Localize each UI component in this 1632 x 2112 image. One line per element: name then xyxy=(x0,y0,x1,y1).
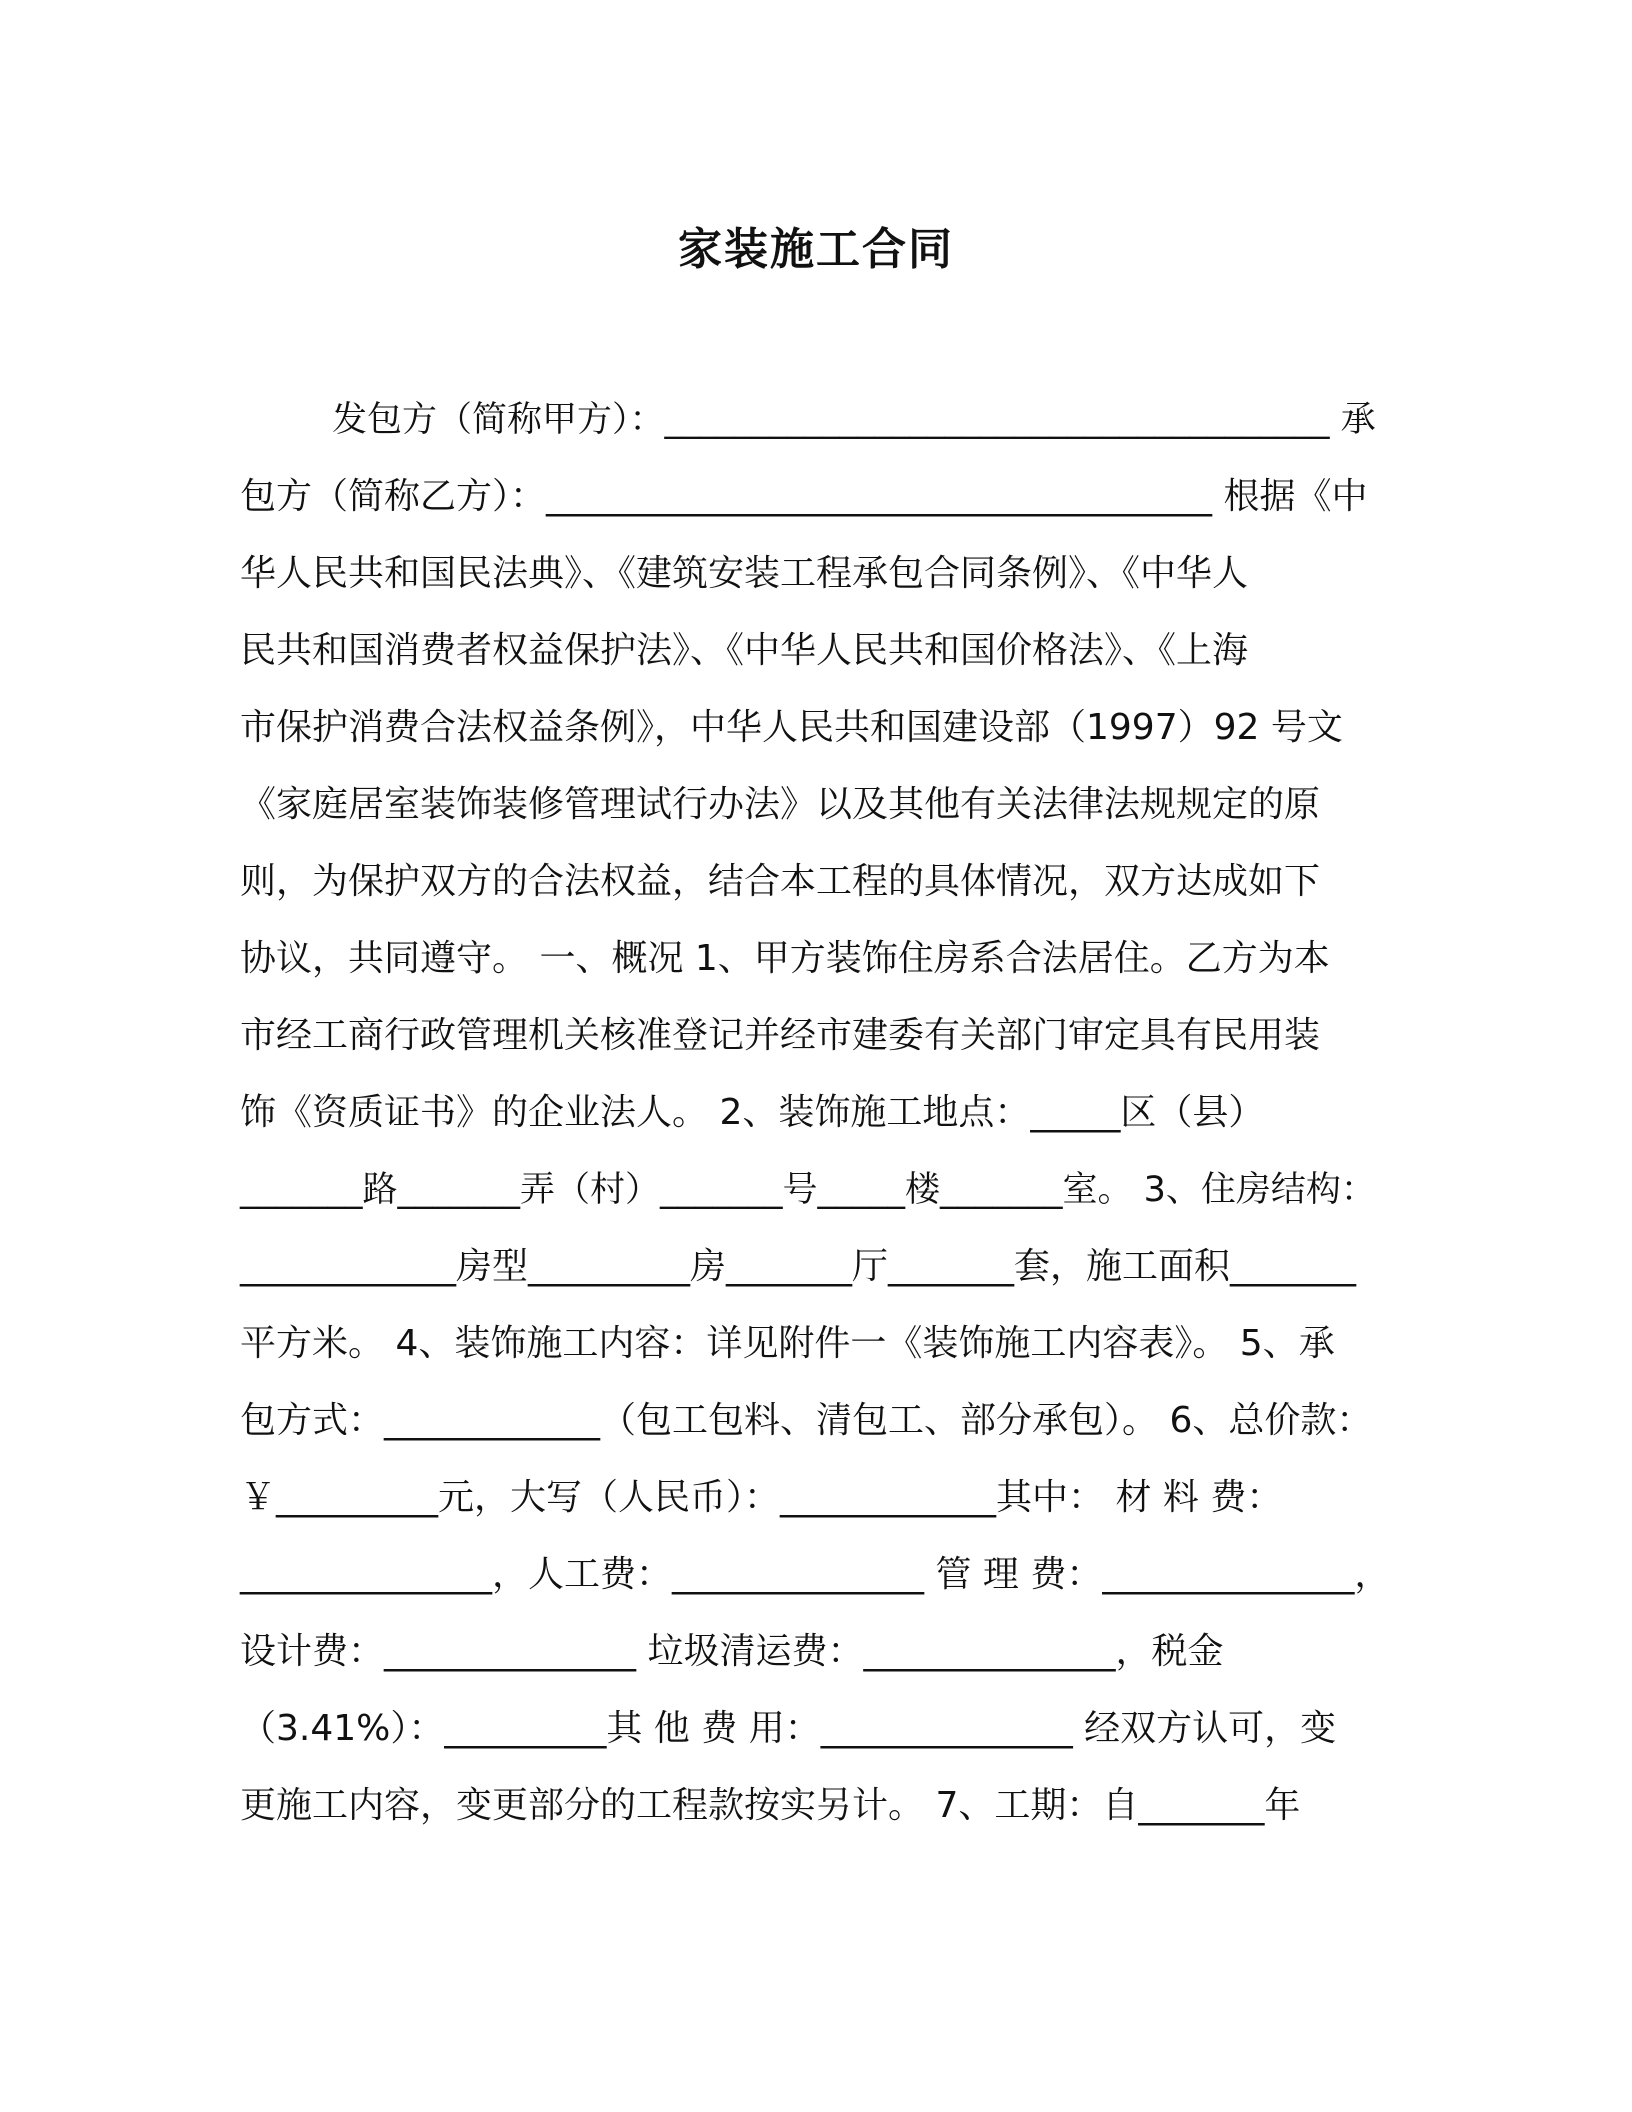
text-line: ______________，人工费：______________ 管 理 费：______________， xyxy=(240,1554,1391,1595)
text-line: 市保护消费合法权益条例》，中华人民共和国建设部（1997）92 号文 xyxy=(240,707,1343,748)
text-line: 饰《资质证书》的企业法人。 2、装饰施工地点：_____区（县） xyxy=(240,1092,1265,1133)
text-line: _______路_______弄（村）_______号_____楼_______室。 3、住房结构： xyxy=(240,1170,1376,1210)
text-line: ￥_________元，大写（人民币）：____________其中： 材 料 费： xyxy=(240,1477,1283,1518)
contract-body xyxy=(240,392,1400,1855)
text-line: 更施工内容，变更部分的工程款按实另计。 7、工期：自_______年 xyxy=(240,1785,1301,1826)
text-line: 平方米。 4、装饰施工内容：详见附件一《装饰施工内容表》。 5、承 xyxy=(240,1323,1335,1364)
text-line: 包方（简称乙方）：_____________________________________ 根据《中 xyxy=(240,476,1368,517)
text-line: 发包方（简称甲方）：______________________________________ 承 xyxy=(332,400,1376,440)
text-line: 市经工商行政管理机关核准登记并经市建委有关部门审定具有民用装 xyxy=(240,1015,1321,1056)
text-line: 《家庭居室装饰装修管理试行办法》以及其他有关法律法规规定的原 xyxy=(240,784,1321,825)
text-line: （3.41%）：_________其 他 费 用：______________ 经双方认可，变 xyxy=(240,1708,1337,1749)
text-line: 设计费：______________ 垃圾清运费：______________，税金 xyxy=(240,1631,1224,1672)
text-line: 则，为保护双方的合法权益，结合本工程的具体情况，双方达成如下 xyxy=(240,861,1321,902)
text-line: ____________房型_________房_______厅_______套，施工面积_______ xyxy=(240,1246,1357,1287)
text-line: 华人民共和国民法典》、《建筑安装工程承包合同条例》、《中华人 xyxy=(240,553,1249,594)
text-line: 包方式：____________（包工包料、清包工、部分承包）。 6、总价款： xyxy=(240,1400,1373,1441)
text-line: 民共和国消费者权益保护法》、《中华人民共和国价格法》、《上海 xyxy=(240,630,1249,671)
page-title: 家装施工合同 xyxy=(678,224,954,275)
text-line: 协议，共同遵守。 一、概况 1、甲方装饰住房系合法居住。乙方为本 xyxy=(240,938,1330,979)
